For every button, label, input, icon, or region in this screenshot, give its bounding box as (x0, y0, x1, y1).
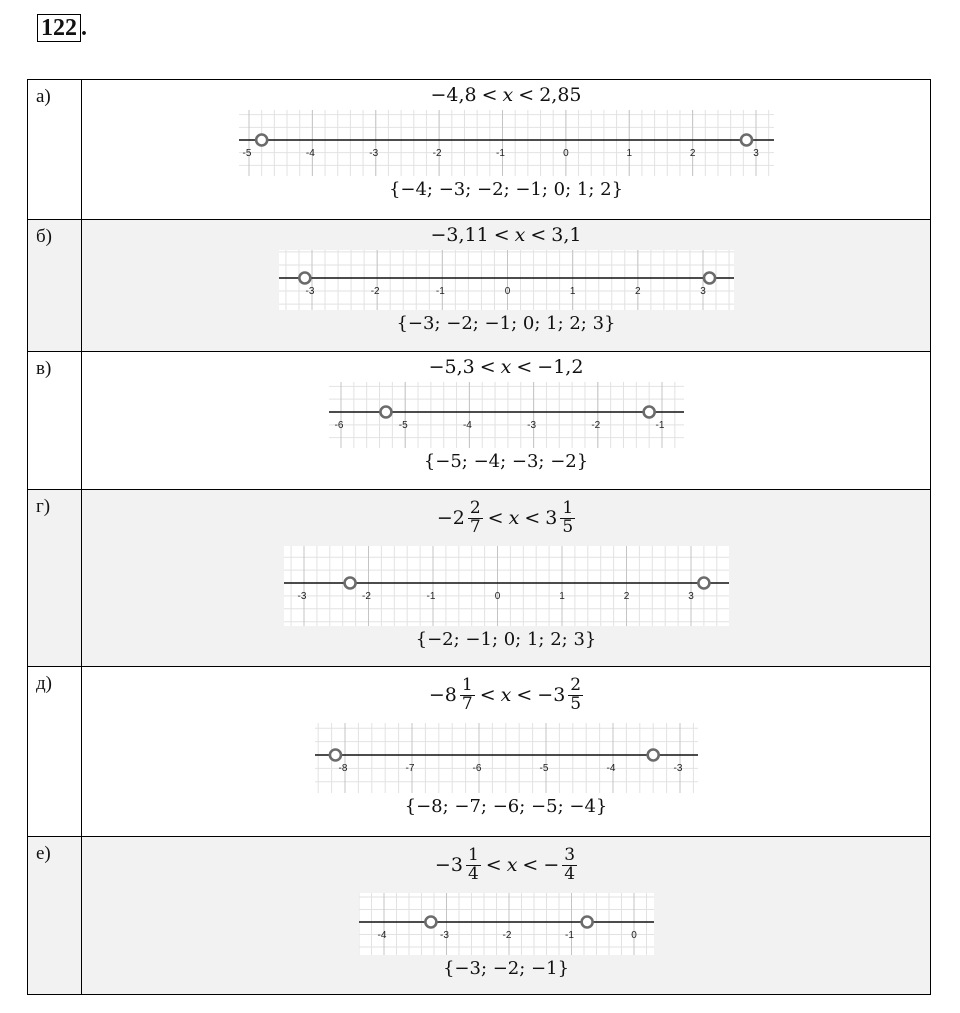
tick-label: 0 (630, 930, 637, 941)
tick-label: -2 (432, 148, 442, 159)
variable-x: x (506, 854, 518, 876)
row-label: д) (28, 667, 82, 837)
less-than-sign: < (479, 356, 496, 378)
tick-label: -4 (606, 763, 615, 774)
bound-whole: −8 (428, 684, 457, 706)
variable-x: x (502, 84, 514, 106)
tick-label: -2 (502, 930, 511, 941)
inequality-bound (551, 224, 581, 246)
tick-label: -3 (305, 286, 314, 297)
fraction-denominator: 7 (461, 693, 473, 714)
task-number (37, 14, 87, 42)
task-number-suffix: . (81, 15, 87, 41)
inequality-bound (429, 356, 475, 378)
open-endpoint (647, 750, 658, 761)
less-than-sign: < (516, 356, 533, 378)
tick-label: 2 (623, 591, 629, 602)
inequality-bound (537, 674, 583, 714)
tick-label: -1 (435, 286, 445, 297)
number-line-background (239, 110, 774, 176)
bound-fraction (562, 844, 577, 884)
number-line (239, 110, 774, 176)
tick-label: 3 (699, 286, 706, 297)
bound-fraction (468, 497, 483, 537)
row-content (82, 352, 931, 490)
number-line-wrap (82, 250, 930, 310)
row-label: е) (28, 837, 82, 995)
inequality-bound (537, 356, 583, 378)
row-label: в) (28, 352, 82, 490)
fraction-denominator: 5 (570, 693, 582, 714)
tick-label: -4 (462, 420, 472, 431)
tick-label: -3 (526, 420, 536, 431)
tick-label: -3 (673, 763, 682, 774)
open-endpoint (425, 917, 436, 928)
number-line (329, 382, 684, 448)
tick-label: -3 (297, 591, 306, 602)
open-endpoint (299, 273, 310, 284)
inequality (82, 80, 930, 110)
row-content (82, 667, 931, 837)
row-content (82, 490, 931, 667)
inequality-bound (428, 674, 475, 714)
less-than-sign: < (493, 224, 510, 246)
open-endpoint (740, 135, 751, 146)
integer-solution-set: {−2; −1; 0; 1; 2; 3} (415, 629, 597, 650)
open-endpoint (329, 750, 340, 761)
bound-whole: −4,8 (430, 84, 477, 106)
less-than-sign: < (522, 854, 539, 876)
fraction-denominator: 5 (562, 516, 574, 537)
solution-row (28, 490, 931, 667)
row-content (82, 837, 931, 995)
variable-x: x (508, 507, 520, 529)
row-content (82, 80, 931, 220)
number-line (359, 893, 654, 955)
solution-row (28, 352, 931, 490)
bound-fraction (560, 497, 575, 537)
integer-solution-set: {−3; −2; −1; 0; 1; 2; 3} (396, 313, 616, 334)
variable-x: x (500, 684, 512, 706)
row-content (82, 220, 931, 352)
tick-label: -5 (242, 148, 251, 159)
less-than-sign: < (479, 684, 496, 706)
inequality-bound (543, 844, 577, 884)
number-line (315, 723, 698, 793)
fraction-numerator: 2 (469, 497, 481, 518)
open-endpoint (698, 578, 709, 589)
open-endpoint (256, 135, 267, 146)
tick-label: -8 (338, 763, 347, 774)
tick-label: -4 (305, 148, 315, 159)
bound-whole: −3 (434, 854, 463, 876)
open-endpoint (380, 407, 391, 418)
solution-row (28, 667, 931, 837)
inequality-bound (434, 844, 481, 884)
solution-row (28, 837, 931, 995)
tick-label: -2 (361, 591, 371, 602)
number-line-wrap (82, 110, 930, 176)
tick-label: 0 (494, 591, 500, 602)
fraction-numerator: 1 (461, 674, 473, 695)
variable-x: x (514, 224, 526, 246)
fraction-numerator: 1 (467, 844, 479, 865)
number-line-background (359, 893, 654, 955)
bound-fraction (466, 844, 481, 884)
inequality (82, 837, 930, 893)
tick-label: -2 (370, 286, 380, 297)
variable-x: x (500, 356, 512, 378)
tick-label: -4 (377, 930, 386, 941)
tick-label: -7 (405, 763, 414, 774)
integer-solution-set: {−3; −2; −1} (442, 958, 570, 979)
fraction-numerator: 3 (564, 844, 576, 865)
task-number-box: 122 (37, 14, 81, 42)
integer-solution-set: {−5; −4; −3; −2} (423, 451, 589, 472)
tick-label: -5 (398, 420, 408, 431)
inequality-bound (430, 84, 476, 106)
fraction-numerator: 2 (570, 674, 582, 695)
tick-label: -1 (495, 148, 505, 159)
less-than-sign: < (481, 84, 498, 106)
tick-label: -3 (368, 148, 378, 159)
number-line-wrap (82, 723, 930, 793)
number-line-wrap (82, 546, 930, 626)
number-line (279, 250, 734, 310)
tick-label: -6 (472, 763, 481, 774)
fraction-denominator: 7 (469, 516, 481, 537)
fraction-denominator: 4 (467, 863, 479, 884)
tick-label: 1 (569, 286, 575, 297)
less-than-sign: < (487, 507, 504, 529)
less-than-sign: < (530, 224, 547, 246)
less-than-sign: < (516, 684, 533, 706)
inequality (82, 667, 930, 723)
tick-label: -3 (439, 930, 449, 941)
bound-whole: −3 (537, 684, 566, 706)
fraction-numerator: 1 (562, 497, 574, 518)
bound-whole: 2,85 (539, 84, 582, 106)
less-than-sign: < (485, 854, 502, 876)
inequality-bound (430, 224, 488, 246)
tick-label: 0 (504, 286, 510, 297)
row-label: а) (28, 80, 82, 220)
tick-label: -2 (590, 420, 600, 431)
bound-whole: −5,3 (428, 356, 475, 378)
tick-label: -1 (655, 420, 664, 431)
inequality-bound (545, 497, 575, 537)
bound-fraction (568, 674, 583, 714)
bound-whole: −2 (436, 507, 465, 529)
fraction-denominator: 4 (564, 863, 576, 884)
number-line-wrap (82, 893, 930, 955)
number-line-background (279, 250, 734, 310)
number-line (284, 546, 729, 626)
integer-solution-set: {−8; −7; −6; −5; −4} (404, 796, 608, 817)
solution-row (28, 80, 931, 220)
integer-solution-set: {−4; −3; −2; −1; 0; 1; 2} (388, 179, 624, 200)
tick-label: 1 (625, 148, 632, 159)
bound-whole: − (543, 854, 560, 876)
open-endpoint (643, 407, 654, 418)
open-endpoint (581, 917, 592, 928)
tick-label: 0 (562, 148, 569, 159)
bound-whole: −1,2 (537, 356, 584, 378)
tick-label: -5 (539, 763, 548, 774)
row-label: г) (28, 490, 82, 667)
less-than-sign: < (524, 507, 541, 529)
tick-label: -1 (426, 591, 435, 602)
less-than-sign: < (518, 84, 535, 106)
tick-label: -1 (564, 930, 574, 941)
tick-label: 3 (687, 591, 694, 602)
inequality (82, 352, 930, 382)
bound-fraction (460, 674, 475, 714)
inequality-bound (436, 497, 483, 537)
tick-label: 3 (752, 148, 759, 159)
tick-label: 2 (689, 148, 695, 159)
solution-row (28, 220, 931, 352)
number-line-wrap (82, 382, 930, 448)
bound-whole: −3,11 (430, 224, 489, 246)
bound-whole: 3,1 (551, 224, 582, 246)
number-line-background (315, 723, 698, 793)
tick-label: 2 (634, 286, 641, 297)
inequality-bound (539, 84, 581, 106)
open-endpoint (344, 578, 355, 589)
inequality (82, 490, 930, 546)
solutions-table (27, 79, 931, 995)
inequality (82, 220, 930, 250)
tick-label: -6 (334, 420, 343, 431)
tick-label: 1 (558, 591, 565, 602)
bound-whole: 3 (545, 507, 558, 529)
row-label: б) (28, 220, 82, 352)
open-endpoint (704, 273, 715, 284)
